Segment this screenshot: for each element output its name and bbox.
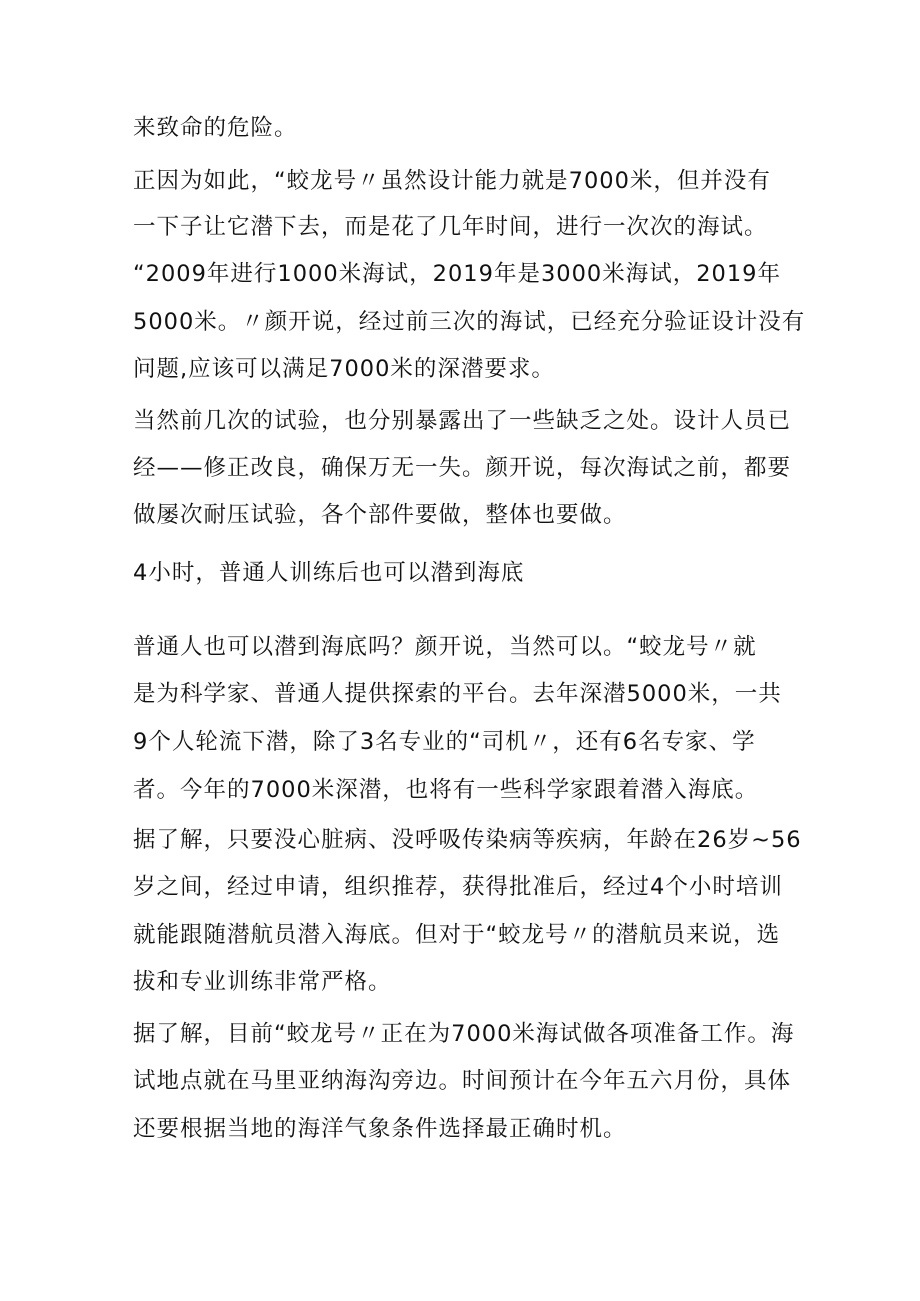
section-heading: 4小时，普通人训练后也可以潜到海底	[133, 560, 525, 586]
text-line: 5000米。〃颜开说，经过前三次的海试，已经充分验证设计没有	[133, 309, 806, 335]
text-line: 来致命的危险。	[133, 115, 298, 141]
text-line: 当然前几次的试验，也分别暴露出了一些缺乏之处。设计人员已	[133, 408, 792, 434]
text-line: 就能跟随潜航员潜入海底。但对于“蛟龙号〃的潜航员来说，选	[133, 922, 781, 948]
text-line: 做屡次耐压试验，各个部件要做，整体也要做。	[133, 502, 627, 528]
text-line: 问题,应该可以满足7000米的深潜要求。	[133, 356, 555, 382]
text-line: 一下子让它潜下去，而是花了几年时间，进行一次次的海试。	[133, 214, 768, 240]
text-line: 者。今年的7000米深潜，也将有一些科学家跟着潜入海底。	[133, 777, 759, 803]
text-line: 试地点就在马里亚纳海沟旁边。时间预计在今年五六月份，具体	[133, 1068, 792, 1094]
text-line: 9个人轮流下潜，除了3名专业的“司机〃，还有6名专家、学	[133, 729, 756, 755]
text-line: 普通人也可以潜到海底吗？颜开说，当然可以。“蛟龙号〃就	[133, 634, 757, 660]
text-line: 是为科学家、普通人提供探索的平台。去年深潜5000米，一共	[133, 681, 782, 707]
text-line: 经——修正改良，确保万无一失。颜开说，每次海试之前，都要	[133, 455, 792, 481]
text-line: 据了解，只要没心脏病、没呼吸传染病等疾病，年龄在26岁~56	[133, 827, 802, 853]
text-line: “2009年进行1000米海试，2019年是3000米海试，2019年	[133, 261, 781, 287]
text-line: 据了解，目前“蛟龙号〃正在为7000米海试做各项准备工作。海	[133, 1021, 795, 1047]
text-line: 岁之间，经过申请，组织推荐，获得批准后，经过4个小时培训	[133, 874, 783, 900]
text-line: 还要根据当地的海洋气象条件选择最正确时机。	[133, 1116, 627, 1142]
text-line: 正因为如此，“蛟龙号〃虽然设计能力就是7000米，但并没有	[133, 168, 771, 194]
text-line: 拔和专业训练非常严格。	[133, 969, 392, 995]
